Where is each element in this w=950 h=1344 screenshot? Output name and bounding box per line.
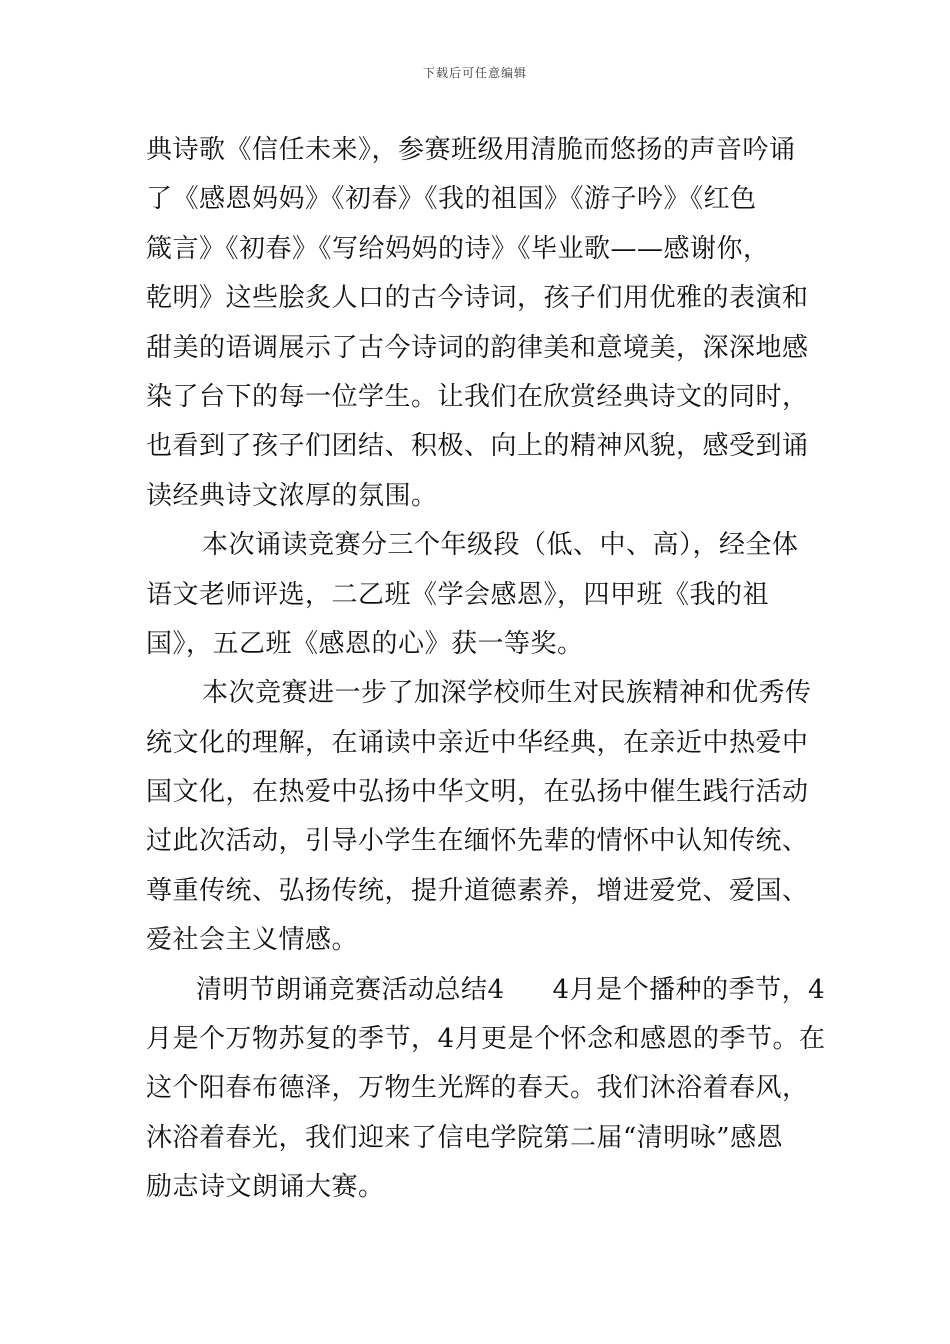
paragraph-line: 乾明》这些脍炙人口的古今诗词，孩子们用优雅的表演和 xyxy=(146,283,809,314)
paragraph-line: 染了台下的每一位学生。让我们在欣赏经典诗文的同时， xyxy=(146,381,809,412)
paragraph-line: 语文老师评选，二乙班《学会感恩》，四甲班《我的祖 xyxy=(146,579,770,610)
paragraph-line: 本次诵读竞赛分三个年级段（低、中、高），经全体 xyxy=(202,530,799,561)
paragraph-line: 统文化的理解，在诵读中亲近中华经典，在亲近中热爱中 xyxy=(146,727,809,758)
paragraph-line: 沐浴着春光，我们迎来了信电学院第二届“清明咏”感恩 xyxy=(146,1122,784,1153)
paragraph-line: 国》，五乙班《感恩的心》获一等奖。 xyxy=(146,628,584,659)
paragraph-line: 月是个万物苏复的季节，4月更是个怀念和感恩的季节。在 xyxy=(146,1024,826,1055)
paragraph-line: 了《感恩妈妈》《初春》《我的祖国》《游子吟》《红色 xyxy=(146,184,757,215)
paragraph-line: 过此次活动，引导小学生在缅怀先辈的情怀中认知传统、 xyxy=(146,826,809,857)
paragraph-line xyxy=(146,966,826,1015)
paragraph-line: 尊重传统、弘扬传统，提升道德素养，增进爱党、爱国、 xyxy=(146,875,809,906)
paragraph-line: 甜美的语调展示了古今诗词的韵律美和意境美，深深地感 xyxy=(146,332,809,363)
paragraph-line: 励志诗文朗诵大赛。 xyxy=(146,1172,385,1203)
paragraph-line: 爱社会主义情感。 xyxy=(146,925,359,956)
header-note: 下载后可任意编辑 xyxy=(422,66,527,80)
paragraph-text: 4月是个播种的季节，4 xyxy=(552,974,826,1005)
paragraph-line: 典诗歌《信任未来》，参赛班级用清脆而悠扬的声音吟诵 xyxy=(146,135,796,165)
paragraph-line: 也看到了孩子们团结、积极、向上的精神风貌，感受到诵 xyxy=(146,431,809,462)
paragraph-line: 本次竞赛进一步了加深学校师生对民族精神和优秀传 xyxy=(202,678,812,709)
paragraph-line: 读经典诗文浓厚的氛围。 xyxy=(146,480,438,511)
section-heading: 清明节朗诵竞赛活动总结4 xyxy=(196,974,505,1005)
paragraph-line: 这个阳春布德泽，万物生光辉的春天。我们沐浴着春风， xyxy=(146,1073,809,1104)
document-body xyxy=(146,126,826,1213)
paragraph-line: 箴言》《初春》《写给妈妈的诗》《毕业歌——感谢你， xyxy=(146,233,770,264)
paragraph-line: 国文化，在热爱中弘扬中华文明，在弘扬中催生践行活动 xyxy=(146,777,809,808)
